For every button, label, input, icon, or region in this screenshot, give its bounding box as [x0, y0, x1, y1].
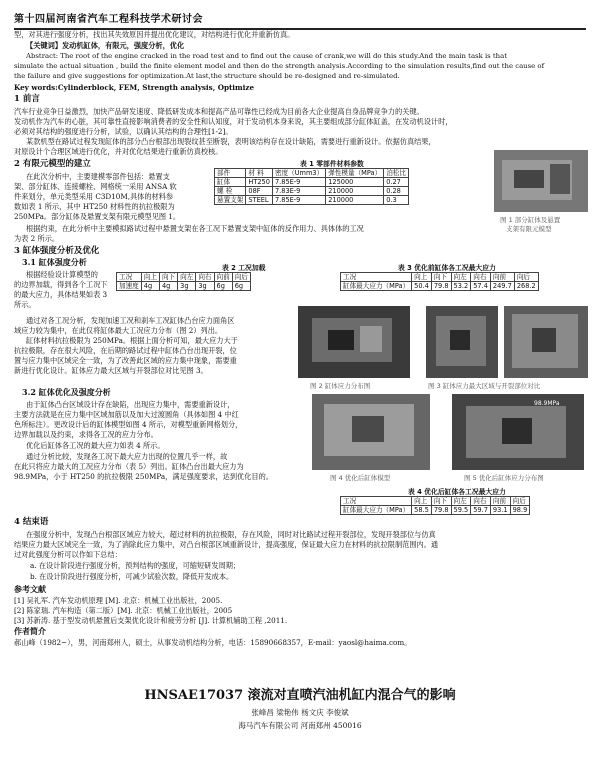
body-line: 在此只将应力最大的工况应力分布（表 5）列出。缸体凸台出最大应力为 — [14, 462, 244, 471]
table-cell: 弹性模量（MPa） — [326, 169, 384, 178]
table-cell: 向后 — [514, 273, 538, 282]
table-cell: 210000 — [326, 196, 384, 205]
table-cell: 4g — [159, 282, 177, 291]
load-case-table — [116, 272, 251, 291]
table-cell: STEEL — [246, 196, 273, 205]
table-cell: 向右 — [471, 497, 491, 506]
table-cell: 4g — [141, 282, 159, 291]
table-cell: 向下 — [431, 497, 451, 506]
table-cell: 6g — [232, 282, 250, 291]
table-cell: HT250 — [246, 178, 273, 187]
table-cell: 向上 — [412, 497, 432, 506]
table-row — [341, 506, 530, 515]
journal-header: 第十四届河南省汽车工程科技学术研讨会 — [14, 10, 586, 30]
intro-text: 型，对其进行强度分析，找出其失效原因并提出优化建议，对结构进行优化并重新仿真。 — [14, 30, 295, 39]
keywords-cn: 【关键词】发动机缸体，有限元，强度分析，优化 — [26, 41, 185, 50]
body-line: a. 在设计阶段进行强度分析，预判结构的强度，可缩短研发周期； — [30, 561, 241, 570]
table-cell: 3g — [178, 282, 196, 291]
figure-4-caption: 图 4 优化后缸体模型 — [330, 474, 391, 482]
body-line: 通过分析比较，发现各工况下最大应力出现的位置几乎一样，故 — [26, 452, 228, 461]
optimized-model-image — [312, 394, 430, 470]
table-3-title: 表 3 优化前缸体各工况最大应力 — [398, 264, 496, 272]
table-cell: 6g — [214, 282, 232, 291]
table-cell: 向左 — [451, 273, 471, 282]
body-line: 所示。 — [14, 300, 36, 309]
table-cell: 向下 — [159, 273, 177, 282]
table-cell: 螺 栓 — [215, 187, 246, 196]
table-cell: 50.4 — [412, 282, 432, 291]
section-2-heading: 2 有限元模型的建立 — [14, 159, 91, 169]
table-header-row — [341, 273, 539, 282]
table-cell: 59.5 — [451, 506, 471, 515]
references-heading: 参考文献 — [14, 584, 46, 594]
table-cell: 向前 — [490, 273, 514, 282]
reference-item: [1] 吴礼军. 汽车发动机原理 [M]. 北京：机械工业出版社，2005. — [14, 596, 223, 605]
next-paper-affiliation: 海马汽车有限公司 河南郑州 450016 — [238, 721, 362, 730]
table-cell: 08F — [246, 187, 273, 196]
figure-5-caption: 图 5 优化后缸体应力分布图 — [464, 474, 544, 482]
body-line: 发动机作为汽车的心脏，其可靠性直接影响消费者的安全性和认知度，对于发动机本身来说，其主要组成部分缸体缸盖，在发动机设计时， — [14, 117, 453, 126]
body-line: 在强度分析中，发现凸台根部区域应力较大，超过材料的抗拉极限，存在风险，同时对比路试过程开裂部位，发现开裂部位与仿真 — [26, 530, 436, 539]
table-cell: 268.2 — [514, 282, 538, 291]
abstract-line: Abstract: The root of the engine cracked in the road test and to find out the cause of crank,we will do this study.And the main task is that — [26, 52, 507, 60]
table-cell: 59.7 — [471, 506, 491, 515]
table-cell: 材 料 — [246, 169, 273, 178]
table-2-title: 表 2 工况加载 — [222, 264, 266, 272]
body-line: 过对此强度分析可以作如下总结： — [14, 550, 122, 559]
abstract-line: the failure and give suggestions for optimization.At last,the structure should be re-designed and re-simulated. — [14, 72, 400, 80]
table-cell: 泊松比 — [384, 169, 409, 178]
body-line: 的最大应力，具体结果如表 3 — [14, 290, 108, 299]
table-cell: 0.3 — [384, 196, 409, 205]
table-cell: 79.8 — [431, 506, 451, 515]
body-line: b. 在设计阶段进行强度分析，可减少试验次数，降低开发成本。 — [30, 572, 234, 581]
table-cell: 7.85E-9 — [272, 178, 325, 187]
table-cell: 210000 — [326, 187, 384, 196]
author-bio: 郝山峰（1982~），男，河南郑州人，硕士，从事发动机结构分析，电话：15890668357，E-mail：yaosl@haima.com。 — [14, 638, 412, 647]
body-line: 在此次分析中，主要建模零部件包括：悬置支 — [26, 172, 170, 181]
table-row — [215, 187, 409, 196]
body-line: 结果应力最大区域完全一致，为了消除此应力集中，对凸台根部区域重新设计，提高强度，保证最大应力在材料的抗拉限制范围内。通 — [14, 540, 439, 549]
body-line: 数如表 1 所示，其中 HT250 材料性的抗拉极限为 — [14, 202, 175, 211]
material-table — [214, 168, 409, 205]
table-cell: 58.5 — [412, 506, 432, 515]
stress-distribution-image — [298, 306, 410, 378]
table-cell: 向右 — [196, 273, 214, 282]
table-header-row — [117, 273, 251, 282]
body-line: 汽车行业竞争日益激烈，加快产品研发速度、降低研发成本和提高产品可靠性已经成为目前各大企业提高自身品牌竞争力的关键。 — [14, 107, 424, 116]
table-cell: 57.4 — [471, 282, 491, 291]
body-line: 域应力较为集中，在此仅将缸体最大工况应力分布（图 2）列出。 — [14, 326, 223, 335]
table-cell: 密度（Umm3） — [272, 169, 325, 178]
table-cell: 向上 — [412, 273, 432, 282]
table-cell: 工况 — [341, 273, 412, 282]
figure-1-caption: 支架有限元模型 — [506, 225, 552, 233]
next-paper-title: HNSAE17037 滚流对直喷汽油机缸内混合气的影响 — [144, 688, 456, 703]
reference-item: [2] 陈家瑞. 汽车构造（第二版）[M]. 北京：机械工业出版社，2005 — [14, 606, 233, 615]
table-cell: 缸体 — [215, 178, 246, 187]
body-line: 必须对其结构的强度进行分析，试验，以确认其结构的合理性[1-2]。 — [14, 127, 233, 136]
table-cell: 53.2 — [451, 282, 471, 291]
table-cell: 工况 — [341, 497, 412, 506]
body-line: 为表 2 所示。 — [14, 234, 60, 243]
table-cell: 7.85E-9 — [272, 196, 325, 205]
table-cell: 向上 — [141, 273, 159, 282]
crack-compare-image-right — [504, 306, 588, 378]
section-1-heading: 1 前言 — [14, 94, 40, 104]
stress-value-label: 98.9MPa — [534, 400, 560, 407]
table-cell: 工况 — [117, 273, 142, 282]
table-cell: 缸体最大应力（MPa） — [341, 282, 412, 291]
table-cell: 向后 — [232, 273, 250, 282]
table-cell: 向前 — [214, 273, 232, 282]
section-3-2-heading: 3.2 缸体优化及强度分析 — [22, 387, 111, 397]
table-cell: 加速度 — [117, 282, 142, 291]
figure-2-caption: 图 2 缸体应力分布图 — [310, 382, 371, 390]
body-line: 根据经验设计算模型的 — [26, 270, 98, 279]
table-cell: 125000 — [326, 178, 384, 187]
figure-3-caption: 图 3 缸体应力最大区域与开裂部位对比 — [428, 382, 541, 390]
next-paper-authors: 张峰昌 梁艳伟 杨文庆 李俊斌 — [251, 708, 349, 717]
table-cell: 向右 — [471, 273, 491, 282]
table-header-row — [215, 169, 409, 178]
table-cell: 悬置支架 — [215, 196, 246, 205]
body-line: 由于缸体凸台区域设计存在缺陷，出现应力集中，需要重新设计， — [26, 400, 235, 409]
table-cell: 93.1 — [490, 506, 510, 515]
table-cell: 向左 — [451, 497, 471, 506]
table-cell: 向前 — [490, 497, 510, 506]
body-line: 优化后缸体各工况的最大应力如表 4 所示。 — [26, 441, 165, 450]
body-line: 新进行优化设计。缸体应力最大区域与开裂部位对比见图 3。 — [14, 366, 208, 375]
section-3-heading: 3 缸体强度分析及优化 — [14, 246, 100, 256]
body-line: 250MPa。部分缸体及悬置支架有限元模型见图 1。 — [14, 212, 181, 221]
keywords-en: Key words:Cylinderblock, FEM, Strength analysis, Optimize — [14, 83, 255, 92]
table-row — [215, 196, 409, 205]
table-header-row — [341, 497, 530, 506]
table-cell: 部件 — [215, 169, 246, 178]
crack-compare-image-left — [426, 306, 498, 378]
table-cell: 向下 — [431, 273, 451, 282]
section-4-heading: 4 结束语 — [14, 517, 49, 527]
table-cell: 3g — [196, 282, 214, 291]
table-row — [341, 282, 539, 291]
table-cell: 向后 — [510, 497, 530, 506]
stress-before-table — [340, 272, 539, 291]
body-line: 抗拉极限，存在很大风险，在后期的路试过程中缸体凸台出现开裂，位 — [14, 346, 237, 355]
table-cell: 0.28 — [384, 187, 409, 196]
fem-model-image — [494, 150, 588, 212]
table-cell: 79.8 — [431, 282, 451, 291]
author-heading: 作者简介 — [14, 626, 46, 636]
body-line: 色所标注）。更改设计后的缸体模型如图 4 所示，对模型重新网格划分， — [14, 420, 243, 429]
optimized-stress-image — [452, 394, 584, 470]
figure-1-caption: 图 1 部分缸体及悬置 — [500, 216, 561, 224]
body-line: 边界加载以及约束，求得各工况的应力分布。 — [14, 430, 158, 439]
table-row — [215, 178, 409, 187]
body-line: 主要方法就是在应力集中区域加筋以及加大过渡圆角（具体如图 4 中红 — [14, 410, 239, 419]
reference-item: [3] 苏新涛. 基于型发动机悬置后支架优化设计和疲劳分析 [J]. 计算机辅助工程 ,2011. — [14, 616, 288, 625]
body-line: 的边界加载，得到各个工况下 — [14, 280, 108, 289]
table-cell: 0.27 — [384, 178, 409, 187]
body-line: 通过对各工况分析，发现加速工况和刹车工况缸体凸台应力面角区 — [26, 316, 235, 325]
table-cell: 249.7 — [490, 282, 514, 291]
abstract-line: simulate the actual situation , build the finite element model and then do the strength analysis.According to the simulation results,find out the cause of — [14, 62, 545, 70]
table-cell: 向左 — [178, 273, 196, 282]
table-cell: 98.9 — [510, 506, 530, 515]
table-4-title: 表 4 优化后缸体各工况最大应力 — [408, 488, 506, 496]
table-cell: 7.83E-9 — [272, 187, 325, 196]
table-cell: 缸体最大应力（MPa） — [341, 506, 412, 515]
table-1-title: 表 1 零部件材料参数 — [300, 160, 364, 168]
body-line: 98.9MPa，小于 HT250 的抗拉极限 250MPa，满足强度要求，达到优化目的。 — [14, 472, 273, 481]
body-line: 件来划分，单元类型采用 C3D10M,具体的材料参 — [14, 192, 174, 201]
body-line: 某款机型在路试过程发现缸体的部分凸台根部出现裂纹甚至断裂，表明该结构存在设计缺陷，需要进行重新设计。依据仿真结果， — [26, 137, 436, 146]
body-line: 对原设计个合理区域进行优化，并对优化结果进行重新仿真校核。 — [14, 147, 223, 156]
body-line: 架、部分缸体、连接螺栓、网格统一采用 ANSA 软 — [14, 182, 177, 191]
stress-after-table — [340, 496, 530, 515]
body-line: 缸体材料抗拉极限为 250MPa。根据上面分析可知，最大应力大于 — [26, 336, 238, 345]
table-row — [117, 282, 251, 291]
body-line: 根据约束，在此分析中主要模拟路试过程中悬置支架在各工况下悬置支架中缸体的反作用力、具体体的工况 — [26, 224, 364, 233]
body-line: 置与应力集中区域完全一致，为了改善此区域的应力集中现象，需要重 — [14, 356, 237, 365]
section-3-1-heading: 3.1 缸体强度分析 — [22, 257, 87, 267]
